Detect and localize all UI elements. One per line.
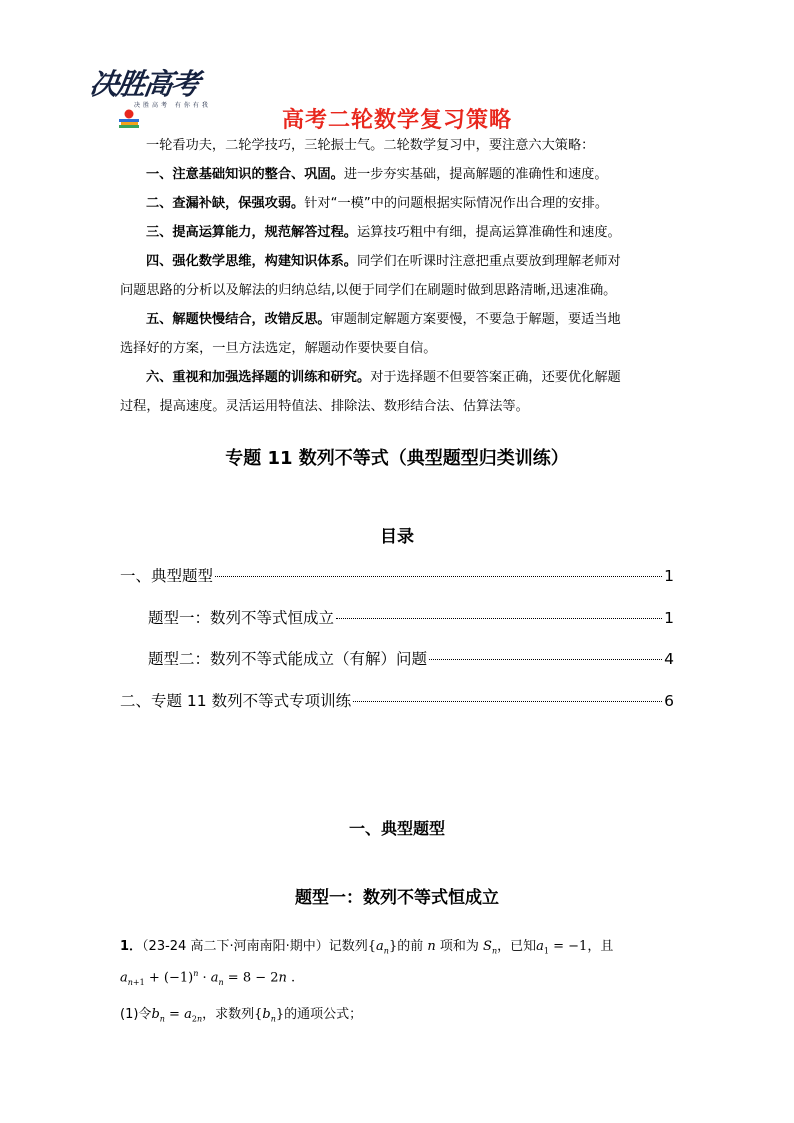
- toc-entry[interactable]: 二、专题 11 数列不等式专项训练 6: [120, 692, 674, 710]
- intro-paragraph: 一轮看功夫，二轮学技巧，三轮振士气。二轮数学复习中，要注意六大策略：: [146, 138, 595, 153]
- toc-entry[interactable]: 一、典型题型 1: [120, 567, 674, 585]
- question-1-part-1: (1)令$b_n = a_{2n}$，求数列$\{b_n\}$的通项公式；: [120, 1007, 363, 1024]
- toc-title: 目录: [380, 527, 414, 547]
- logo-text: 决胜高考: [87, 67, 201, 101]
- strategy-6: 六、重视和加强选择题的训练和研究。对于选择题不但要答案正确，还要优化解题: [146, 370, 621, 385]
- logo-small-text: 决胜高考 有你有我: [134, 102, 211, 109]
- strategy-5-cont: 选择好的方案，一旦方法选定，解题动作要快要自信。: [120, 341, 437, 356]
- toc-entry[interactable]: 题型一：数列不等式恒成立 1: [148, 609, 674, 627]
- strategy-2: 二、查漏补缺，保强攻弱。针对“一模”中的问题根据实际情况作出合理的安排。: [146, 196, 609, 211]
- question-1-line-1: 1．（23-24 高二下·河南南阳·期中）记数列$\{a_n\}$的前 n 项和为 $S_n$，已知$a_1 = -1$，且: [120, 939, 614, 956]
- question-1-line-2: $a_{n+1} + (-1)^n \cdot a_n = 8 - 2n$ .: [120, 969, 296, 987]
- strategy-6-cont: 过程，提高速度。灵活运用特值法、排除法、数形结合法、估算法等。: [120, 399, 529, 414]
- page-headline: 高考二轮数学复习策略: [281, 108, 512, 133]
- subsection-title: 题型一：数列不等式恒成立: [295, 888, 499, 908]
- section-title: 一、典型题型: [348, 819, 445, 838]
- strategy-5: 五、解题快慢结合，改错反思。审题制定解题方案要慢，不要急于解题，要适当地: [146, 312, 621, 327]
- toc-entry[interactable]: 题型二：数列不等式能成立（有解）问题 4: [148, 650, 674, 668]
- strategy-4-cont: 问题思路的分析以及解法的归纳总结,以便于同学们在刷题时做到思路清晰,迅速准确。: [120, 283, 617, 298]
- strategy-4: 四、强化数学思维，构建知识体系。同学们在听课时注意把重点要放到理解老师对: [146, 254, 621, 269]
- strategy-1: 一、注意基础知识的整合、巩固。进一步夯实基础，提高解题的准确性和速度。: [146, 167, 608, 182]
- topic-title: 专题 11 数列不等式（典型题型归类训练）: [225, 448, 569, 469]
- strategy-3: 三、提高运算能力，规范解答过程。运算技巧粗中有细，提高运算准确性和速度。: [146, 225, 621, 240]
